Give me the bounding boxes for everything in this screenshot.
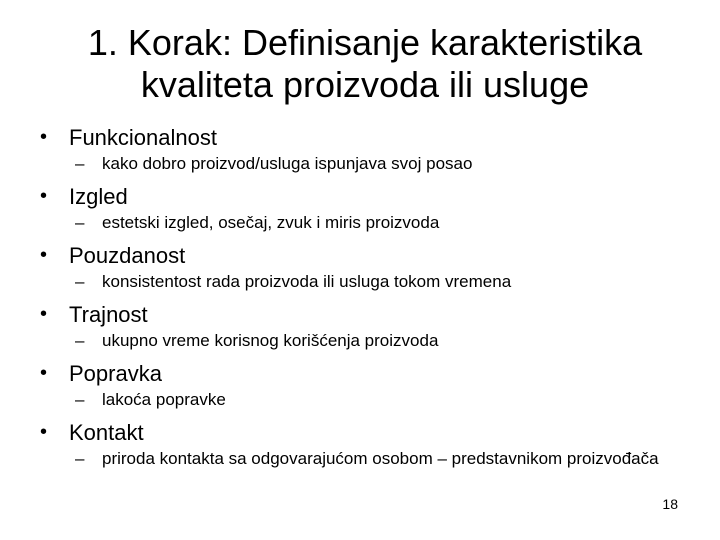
list-item (40, 183, 690, 232)
bullet-icon: • (40, 126, 48, 148)
sub-item-text: konsistentost rada proizvoda ili usluga tokom vremena (102, 272, 512, 291)
dash-icon: – (75, 213, 85, 232)
slide-title (20, 22, 710, 106)
dash-icon: – (75, 449, 85, 468)
title-line: kvaliteta proizvoda ili usluge (140, 64, 590, 105)
bullet-icon: • (40, 421, 48, 443)
title-line: 1. Korak: Definisanje karakteristika (87, 22, 643, 63)
sub-item-text: ukupno vreme korisnog korišćenja proizvoda (102, 331, 439, 350)
page-number: 18 (662, 496, 678, 512)
item-label: Pouzdanost (69, 243, 186, 268)
sub-item (75, 332, 690, 350)
dash-icon: – (75, 390, 85, 409)
sub-item-text: lakoća popravke (102, 390, 226, 409)
item-label: Funkcionalnost (69, 125, 217, 150)
bullet-icon: • (40, 185, 48, 207)
list-item (40, 301, 690, 350)
sub-item (75, 450, 690, 468)
sub-item (75, 214, 690, 232)
dash-icon: – (75, 154, 85, 173)
dash-icon: – (75, 272, 85, 291)
item-label: Trajnost (69, 302, 148, 327)
item-label: Kontakt (69, 420, 144, 445)
list-item (40, 242, 690, 291)
list-item (40, 124, 690, 173)
list-item (40, 419, 690, 468)
sub-item-text: priroda kontakta sa odgovarajućom osobom – predstavnikom proizvođača (102, 449, 659, 468)
item-label: Popravka (69, 361, 162, 386)
sub-item-text: estetski izgled, osečaj, zvuk i miris proizvoda (102, 213, 440, 232)
bullet-list (40, 124, 690, 478)
bullet-icon: • (40, 303, 48, 325)
item-label: Izgled (69, 184, 128, 209)
sub-item (75, 391, 690, 409)
sub-item (75, 155, 690, 173)
sub-item-text: kako dobro proizvod/usluga ispunjava svoj posao (102, 154, 473, 173)
bullet-icon: • (40, 362, 48, 384)
bullet-icon: • (40, 244, 48, 266)
sub-item (75, 273, 690, 291)
list-item (40, 360, 690, 409)
dash-icon: – (75, 331, 85, 350)
